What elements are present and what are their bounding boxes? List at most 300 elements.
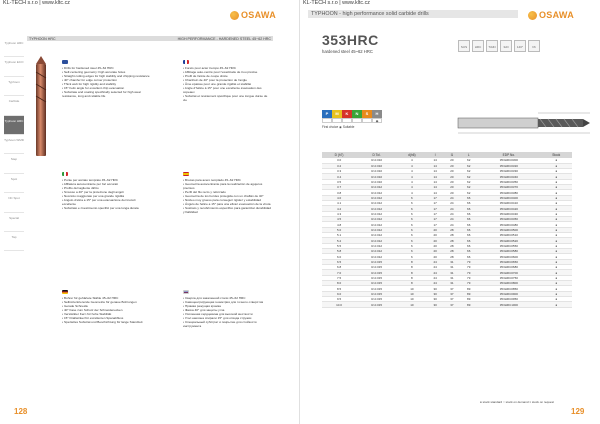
table-cell: 0/-0.012 [356,227,397,232]
table-cell: 28 [444,233,461,238]
material-color-box: P [322,110,332,118]
table-cell: 24 [427,265,444,270]
table-cell: 6 [397,217,427,222]
table-cell: 24 [444,217,461,222]
table-cell: 0/-0.012 [356,233,397,238]
table-cell: 89 [460,286,477,291]
table-cell: 31 [444,270,461,275]
page-number-left: 128 [14,407,28,416]
table-cell: ● [541,297,572,302]
table-cell: 20 [427,249,444,254]
table-cell: 17 [427,206,444,211]
table-cell: 0/-0.012 [356,238,397,243]
material-color-box: N [352,110,362,118]
table-cell: 353HRC0700 [477,270,540,275]
right-page [300,0,600,424]
table-cell: 37 [444,286,461,291]
table-cell: 17 [427,211,444,216]
table-cell: 0/-0.010 [356,158,397,163]
table-cell: 9.5 [322,297,356,302]
table-cell: 28 [444,243,461,248]
feature-icon: 140° [514,40,526,52]
table-cell: 28 [444,249,461,254]
feature-icon: TiAlN [486,40,498,52]
table-cell: 66 [460,254,477,259]
table-cell: 4 [397,163,427,168]
table-cell: 17 [427,201,444,206]
brand-name: OSAWA [241,10,277,20]
text-ru: • Сверла для закаленной стали 45~62 HRC • Самоцентрирующая геометрия для точного отверстия • Прямая режущая кромка • Фаска 40° для защиты угла • Усиленная сердцевина для высокой жесткости • Угол наклона спирали 15° для отвода стружки • Специальный субстрат и покрытие для стойкости инструмента [183,296,264,328]
material-suitability-cell: ◉ [372,118,382,123]
left-topline: KL-TECH s.r.o | www.kltc.cz [3,0,70,6]
section-label: TYPHOON HRC [29,36,56,41]
text-block-it [62,172,150,210]
table-cell: 353HRC0850 [477,286,540,291]
table-cell: 3.7 [322,185,356,190]
table-cell: 24 [427,259,444,264]
table-cell: 6 [397,249,427,254]
table-cell: 5.5 [322,243,356,248]
table-cell: 3.4 [322,174,356,179]
table-cell: 14 [427,179,444,184]
table-cell: ● [541,211,572,216]
table-cell: 10.0 [322,302,356,307]
table-cell: 353HRC0430 [477,211,540,216]
table-cell: 0/-0.012 [356,217,397,222]
table-header-cell: EDP No. [477,152,540,158]
table-cell: 5.2 [322,238,356,243]
table-cell: 8 [397,265,427,270]
table-cell: 79 [460,281,477,286]
table-cell: 353HRC0370 [477,185,540,190]
table-cell: 353HRC0500 [477,227,540,232]
table-cell: 0/-0.012 [356,243,397,248]
table-cell: ● [541,275,572,280]
table-cell: 0/-0.012 [356,211,397,216]
table-cell: 20 [444,163,461,168]
text-block-de [62,290,150,324]
table-cell: 4 [397,179,427,184]
table-header-cell: l [427,152,444,158]
table-cell: 89 [460,291,477,296]
table-cell: 7.0 [322,270,356,275]
table-cell: 353HRC0380 [477,190,540,195]
table-cell: 28 [444,227,461,232]
table-cell: 10 [397,302,427,307]
table-cell: 353HRC0600 [477,254,540,259]
table-cell: 353HRC0680 [477,265,540,270]
product-code: 353HRC [322,32,379,48]
table-cell: 20 [427,238,444,243]
brand-logo-icon [528,11,537,20]
table-cell: 20 [427,254,444,259]
table-header-cell: L [460,152,477,158]
table-cell: 66 [460,222,477,227]
table-cell: ● [541,281,572,286]
table-cell: 4 [397,169,427,174]
sidebar-item[interactable]: Typhoon WMD [4,135,24,154]
material-suitability-cell [362,118,372,123]
table-cell: 20 [444,185,461,190]
table-cell: ● [541,195,572,200]
table-cell: 24 [427,270,444,275]
table-cell: 6 [397,201,427,206]
right-title: TYPHOON - high performance solid carbide drills [311,11,429,18]
table-cell: 0/-0.012 [356,190,397,195]
table-cell: 0/-0.015 [356,259,397,264]
table-cell: 24 [444,222,461,227]
table-cell: 6 [397,238,427,243]
flag-ru-icon [183,290,189,294]
table-cell: 6 [397,243,427,248]
table-cell: 20 [444,174,461,179]
sidebar-item[interactable]: Special [4,213,24,232]
brand-name: OSAWA [539,10,575,20]
table-cell: ● [541,291,572,296]
table-cell: 10 [397,286,427,291]
table-cell: 79 [460,270,477,275]
table-cell: 66 [460,201,477,206]
table-cell: 66 [460,249,477,254]
table-cell: ● [541,227,572,232]
table-cell: 28 [444,238,461,243]
text-es: • Brocas para acero templado 45~62 HRC • Geometría autocentrante para la realización de agujeros precisos • Perfil del filo recto y reforzado • Geometría de los bordes protegida con un chaflán de 40° • Núcleo muy grueso para conseguir rigidez y estabilidad • Ángulo de hélice a 15° para una eficaz evacuación de la viruta • Sustrato y recubrimiento específico para garantizar durabilidad y fiabilidad [183,178,271,214]
table-cell: 66 [460,211,477,216]
table-cell: 8.5 [322,286,356,291]
table-cell: 7.5 [322,275,356,280]
table-cell: 4.0 [322,195,356,200]
table-cell: 353HRC0410 [477,201,540,206]
stock-legend: ● stock standard ○ stock on demand × stock on request [480,400,554,404]
table-cell: 20 [444,169,461,174]
table-cell: ● [541,185,572,190]
table-cell: 0/-0.012 [356,195,397,200]
material-suitability-row [322,118,382,123]
material-suitability-cell [322,118,332,123]
product-table [322,152,572,308]
table-cell: 62 [460,190,477,195]
table-cell: 62 [460,163,477,168]
text-fr: • Forets pour acier trempé 45~62 HRC • Affûtage auto-centré pour l'exactitude de trou précise • Profil de l'arête de coupe droite • Chanfrein de 40° pour la protection de l'angle • Âme épaisse pour une grande rigidité et stabilité • Angle d'hélice à 15° pour une excellente évacuation des copeaux • Substrat et revêtement spécifique pour une longue durée de vie [183,66,268,102]
material-color-box: S [362,110,372,118]
table-cell: 24 [444,206,461,211]
brand-logo-right [528,10,574,20]
text-de: • Bohrer für gehärtete Stähle 45~62 HRC • Selbstzentrierende Geometrie für genaue Bohrungen • Gerade Schneide • 40° Fase zum Schutz der Schneidenecken • Verstärkter Kern für hohe Stabilität • 15° Drallwinkel für exzellenten Spanabfluss • Spezielles Substrat und Beschichtung für lange Standzeit [62,296,143,324]
material-color-box: M [332,110,342,118]
sidebar-item[interactable]: Typhoon [4,77,24,96]
table-row [322,302,572,307]
table-cell: ● [541,169,572,174]
table-cell: ● [541,163,572,168]
table-cell: 9.0 [322,291,356,296]
table-cell: 353HRC0510 [477,233,540,238]
table-cell: ● [541,265,572,270]
table-cell: 17 [427,222,444,227]
table-cell: 30 [427,291,444,296]
table-cell: 8.0 [322,281,356,286]
table-cell: 79 [460,265,477,270]
table-cell: 66 [460,233,477,238]
table-cell: 6 [397,254,427,259]
drill-image [33,56,49,160]
table-cell: 353HRC0450 [477,217,540,222]
material-color-boxes [322,110,382,118]
flag-de-icon [62,290,68,294]
table-cell: 353HRC0400 [477,195,540,200]
table-header-cell: Stock [541,152,572,158]
text-it: • Punte per acciaio temprato 45~62 HRC • Affilatura autocentrante per fori accurati • Profilo del tagliente diritto • Smusso a 40° per la protezione degli angoli • Nocciolo maggiorato per una grande rigidità • Angolo d'elica a 15° per una evacuazione dei trucioli eccellente • Substrato e rivestimento specifici per una lunga durata [62,178,139,210]
table-cell: 4.2 [322,206,356,211]
table-cell: 353HRC0650 [477,259,540,264]
sidebar-item[interactable]: Typhoon ECO [4,57,24,76]
table-cell: 24 [427,281,444,286]
text-block-en [62,60,150,98]
table-cell: 3.3 [322,169,356,174]
table-cell: 24 [444,201,461,206]
flag-it-icon [62,172,68,176]
section-right-label: HIGH PERFORMANCE - HARDENED STEEL 45~62 HRC [177,36,271,41]
table-cell: 17 [427,195,444,200]
table-cell: 353HRC0550 [477,243,540,248]
table-cell: 79 [460,259,477,264]
table-cell: ● [541,270,572,275]
table-cell: 20 [427,243,444,248]
table-cell: 31 [444,265,461,270]
product-subtitle: hardened steel 45~62 HRC [322,49,373,54]
table-cell: 5.0 [322,227,356,232]
table-cell: 14 [427,158,444,163]
table-cell: 24 [427,275,444,280]
table-cell: 4 [397,174,427,179]
table-cell: 0/-0.010 [356,169,397,174]
table-cell: 353HRC0340 [477,174,540,179]
table-cell: ● [541,302,572,307]
table-header-cell: D Tol. [356,152,397,158]
sidebar-item[interactable]: Step [4,154,24,173]
table-cell: ● [541,243,572,248]
table-cell: 6.5 [322,259,356,264]
table-cell: 66 [460,206,477,211]
feature-icon: SUS [458,40,470,52]
brand-logo-icon [230,11,239,20]
table-cell: 0/-0.015 [356,281,397,286]
table-cell: 30 [427,302,444,307]
flag-es-icon [183,172,189,176]
table-cell: ● [541,259,572,264]
text-block-fr [183,60,271,102]
table-cell: 353HRC0350 [477,179,540,184]
table-cell: 20 [444,179,461,184]
table-cell: ● [541,238,572,243]
feature-icon: HRC [472,40,484,52]
table-cell: 66 [460,195,477,200]
table-body [322,158,572,307]
table-cell: 6 [397,233,427,238]
table-cell: 4 [397,190,427,195]
table-cell: 14 [427,174,444,179]
table-cell: 0/-0.010 [356,174,397,179]
table-cell: 353HRC0900 [477,291,540,296]
table-cell: ● [541,190,572,195]
table-cell: 0/-0.015 [356,265,397,270]
table-cell: 0/-0.012 [356,185,397,190]
table-cell: 14 [427,185,444,190]
table-cell: 3.8 [322,190,356,195]
text-en: • Drills for hardened steel 45~62 HRC • Self-centering geometry: high accurate holes • Straight cutting edges for high stability and chipping resistance • 40° chamfer for edge corner protection • Thick web for high rigidity and stability • 15° helix angle for excellent chip evacuation • Substrate and coating specifically selected for high wear resistance, long and reliable life [62,66,150,98]
legend-note: First choice ◉ Suitable [322,125,355,129]
table-cell: 3.2 [322,163,356,168]
table-cell: 0/-0.015 [356,302,397,307]
table-cell: 14 [427,163,444,168]
table-cell: 6 [397,206,427,211]
table-cell: 353HRC0950 [477,297,540,302]
table-cell: ● [541,174,572,179]
text-block-es [183,172,271,214]
table-cell: 37 [444,291,461,296]
table-cell: 353HRC0480 [477,222,540,227]
table-cell: ● [541,233,572,238]
right-title-bar [308,10,518,18]
table-cell: 6 [397,195,427,200]
table-cell: 0/-0.012 [356,249,397,254]
table-cell: 31 [444,281,461,286]
table-cell: 24 [444,211,461,216]
table-cell: 30 [427,286,444,291]
sidebar-item[interactable]: Carbide [4,96,24,115]
table-cell: 14 [427,190,444,195]
table-cell: 353HRC0520 [477,238,540,243]
table-cell: 20 [427,227,444,232]
table-cell: 5.1 [322,233,356,238]
table-cell: 0/-0.012 [356,222,397,227]
table-cell: 353HRC0800 [477,281,540,286]
sidebar-item[interactable]: Typhoon HRC [4,38,24,57]
table-cell: 10 [397,291,427,296]
table-cell: 89 [460,297,477,302]
table-cell: 4.8 [322,222,356,227]
table-cell: 6 [397,222,427,227]
table-cell: 6 [397,227,427,232]
table-cell: 8 [397,281,427,286]
table-cell: 66 [460,238,477,243]
table-cell: 37 [444,302,461,307]
table-cell: 0/-0.015 [356,270,397,275]
table-cell: 24 [444,195,461,200]
table-cell: 20 [444,190,461,195]
table-cell: 37 [444,297,461,302]
table-cell: 10 [397,297,427,302]
table-cell: 3.5 [322,179,356,184]
table-cell: 353HRC1000 [477,302,540,307]
table-cell: 20 [427,233,444,238]
table-cell: 353HRC0330 [477,169,540,174]
table-cell: 0/-0.010 [356,179,397,184]
table-cell: 66 [460,217,477,222]
table-cell: 353HRC0580 [477,249,540,254]
table-cell: 30 [427,297,444,302]
table-header-cell: l1 [444,152,461,158]
table-cell: 8 [397,275,427,280]
table-cell: 6.8 [322,265,356,270]
table-cell: 17 [427,217,444,222]
table-header-cell: D (h7) [322,152,356,158]
table-header-cell: d(h6) [397,152,427,158]
table-cell: 0/-0.012 [356,254,397,259]
table-cell: 66 [460,227,477,232]
brand-logo [230,10,276,20]
table-cell: 353HRC0320 [477,163,540,168]
table-cell: ● [541,201,572,206]
table-cell: 353HRC0420 [477,206,540,211]
feature-icon: h6 [528,40,540,52]
table-cell: 62 [460,169,477,174]
table-cell: 62 [460,174,477,179]
feature-icon: 3xD [500,40,512,52]
table-cell: 28 [444,254,461,259]
table-cell: 4 [397,158,427,163]
table-cell: 4.3 [322,211,356,216]
table-cell: 3.0 [322,158,356,163]
table-cell: 62 [460,158,477,163]
material-suitability-cell [342,118,352,123]
sidebar-item[interactable]: Typhoon HRC [4,116,24,135]
table-cell: 4 [397,185,427,190]
table-cell: ● [541,158,572,163]
drill-technical-drawing [448,108,598,138]
left-sidebar [4,38,24,251]
sidebar-item[interactable]: Tap [4,232,24,251]
right-topline: KL-TECH s.r.o | www.kltc.cz [303,0,370,6]
table-cell: ● [541,249,572,254]
table-cell: 62 [460,185,477,190]
material-suitability-cell [352,118,362,123]
text-block-ru [183,290,271,328]
table-cell: 353HRC0750 [477,275,540,280]
page-number-right: 129 [571,407,585,416]
table-cell: 6 [397,211,427,216]
table-cell: 66 [460,243,477,248]
table-cell: 6.0 [322,254,356,259]
sidebar-item[interactable]: NC Spot [4,193,24,212]
material-color-box: K [342,110,352,118]
table-cell: ● [541,217,572,222]
table-cell: 31 [444,275,461,280]
flag-uk-icon [62,60,68,64]
material-suitability-cell [332,118,342,123]
table-cell: ● [541,222,572,227]
table-cell: ● [541,206,572,211]
table-cell: 20 [444,158,461,163]
table-cell: 31 [444,259,461,264]
material-color-box: H [372,110,382,118]
table-cell: 89 [460,302,477,307]
table-cell: 4.1 [322,201,356,206]
table-cell: 5.8 [322,249,356,254]
table-cell: 0/-0.012 [356,201,397,206]
table-cell: 0/-0.015 [356,297,397,302]
table-cell: 0/-0.015 [356,286,397,291]
table-cell: 0/-0.015 [356,275,397,280]
table-cell: 353HRC0300 [477,158,540,163]
table-cell: 8 [397,259,427,264]
section-header-bar [27,36,273,41]
feature-icons [458,40,540,52]
table-cell: ● [541,286,572,291]
table-cell: ● [541,179,572,184]
table-cell: 79 [460,275,477,280]
sidebar-item[interactable]: Spot [4,174,24,193]
table-cell: 14 [427,169,444,174]
